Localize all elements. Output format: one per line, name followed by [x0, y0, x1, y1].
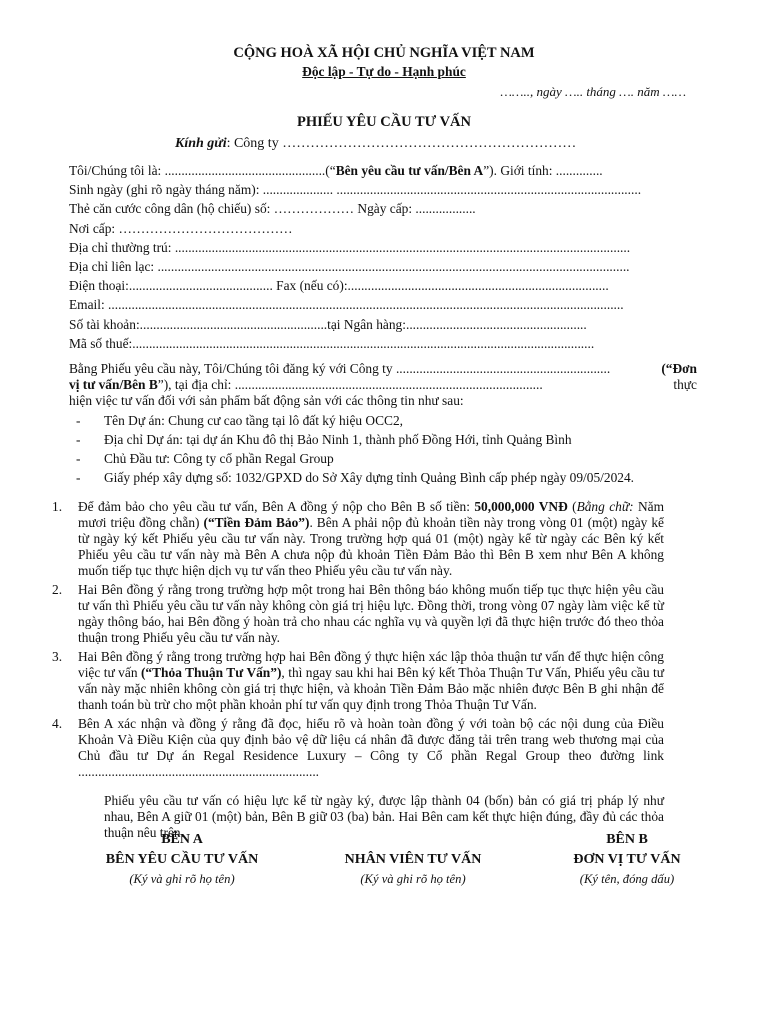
intro-paragraph — [69, 361, 697, 409]
field-contact-address[interactable]: Địa chỉ liên lạc: ............................................................................................................................................. — [69, 258, 630, 274]
signature-staff: NHÂN VIÊN TƯ VẤN (Ký và ghi rõ họ tên) — [344, 852, 482, 886]
addressee-label: Kính gửi — [175, 136, 227, 151]
clauses-list — [52, 499, 664, 783]
personal-info-fields — [69, 163, 669, 355]
addressee-line — [175, 136, 576, 152]
project-info-list — [76, 413, 716, 489]
list-item: - Giấy phép xây dựng số: 1032/GPXD do Sở Xây dựng tỉnh Quảng Bình cấp phép ngày 09/05/2024. — [76, 470, 635, 485]
clause-3: 3. Hai Bên đồng ý rằng trong trường hợp hai Bên đồng ý thực hiện xác lập thỏa thuận tư vấn để thực hiện công việc tư vấn (“Thỏa Thuận Tư Vấn”), thì ngay sau khi hai Bên ký kết Thỏa Thuận Tư Vấn, Phiếu yêu cầu tư vấn này mặc nhiên không còn giá trị thực hiện, và khoản Tiền Đảm Bảo mặc nhiên được Bên B ghi nhận để thanh toán bù trừ cho một phần khoản phí tư vấn quy định trong Thỏa Thuận Tư Vấn. — [52, 649, 664, 712]
clause-2: 2. Hai Bên đồng ý rằng trong trường hợp một trong hai Bên thông báo không muốn tiếp tục thực hiện yêu cầu tư vấn thì Phiếu yêu cầu tư vấn này không còn giá trị hiệu lực. Đồng thời, trong vòng 07 ngày làm việc kể từ ngày thông báo, hai Bên đồng ý hoàn trả cho nhau các nghĩa vụ và quyền lợi đã thực hiện trước đó theo thỏa thuận trong Phiếu yêu cầu tư vấn này. — [52, 582, 664, 645]
signature-party-b: BÊN B ĐƠN VỊ TƯ VẤN (Ký tên, đóng dấu) — [573, 832, 681, 886]
field-name[interactable]: Tôi/Chúng tôi là: ................................................(“Bên yêu cầu tư vấn/Bên A”). Giới tính: .............. — [69, 163, 603, 178]
addressee-value: : Công ty ……………………………………………………… — [226, 136, 577, 151]
list-item: - Địa chỉ Dự án: tại dự án Khu đô thị Bảo Ninh 1, thành phố Đồng Hới, tỉnh Quảng Bình — [76, 432, 572, 447]
field-birthdate[interactable]: Sinh ngày (ghi rõ ngày tháng năm): ..................... ........................................................................................... — [69, 182, 642, 198]
field-phone-fax[interactable]: Điện thoại:........................................... Fax (nếu có):.............................................................................. — [69, 278, 609, 294]
field-id-card[interactable]: Thẻ căn cước công dân (hộ chiếu) số: ……………… Ngày cấp: .................. — [69, 201, 476, 217]
national-title: CỘNG HOÀ XÃ HỘI CHỦ NGHĨA VIỆT NAM — [233, 45, 535, 61]
date-line: …….., ngày ….. tháng …. năm …… — [500, 84, 686, 99]
intro-line-2: vị tư vấn/Bên B”), tại địa chỉ: ............................................................................................ thực — [69, 377, 697, 392]
clause-1: 1. Để đảm bảo cho yêu cầu tư vấn, Bên A đồng ý nộp cho Bên B số tiền: 50,000,000 VNĐ (Bằng chữ: Năm mươi triệu đồng chẵn) (“Tiền Đảm Bảo”). Bên A phải nộp đủ khoản tiền này trong vòng 01 (một) ngày kể từ ngày ký kết Phiếu yêu cầu tư vấn này. Trong trường hợp quá 01 (một) ngày kể từ ngày các Bên ký kết Phiếu yêu cầu tư vấn này mà Bên A chưa nộp đủ khoản Tiền Đảm Bảo thì Bên B xem như Bên A không muốn tiếp tục thực hiện dịch vụ tư vấn theo Phiếu yêu cầu tư vấn này. — [52, 499, 664, 578]
closing-paragraph: Phiếu yêu cầu tư vấn có hiệu lực kể từ ngày ký, được lập thành 04 (bốn) bản có giá trị pháp lý như nhau, Bên A giữ 01 (một) bản, Bên B giữ 03 (ba) bản. Hai Bên cam kết thực hiện đúng, đầy đủ các thỏa thuận nêu trên. — [104, 793, 664, 840]
signature-party-a: BÊN A BÊN YÊU CẦU TƯ VẤN (Ký và ghi rõ họ tên) — [105, 832, 259, 886]
national-motto: Độc lập - Tự do - Hạnh phúc — [302, 64, 466, 79]
field-tax-code[interactable]: Mã số thuế:.......................................................................................................................................... — [69, 335, 595, 351]
field-permanent-address[interactable]: Địa chỉ thường trú: ........................................................................................................................................ — [69, 239, 631, 255]
intro-line-3: hiện việc tư vấn đối với sản phẩm bất động sản với các thông tin như sau: — [69, 393, 464, 408]
intro-line-1: Bằng Phiếu yêu cầu này, Tôi/Chúng tôi đăng ký với Công ty ................................................................ (“Đơn — [69, 361, 697, 376]
list-item: - Tên Dự án: Chung cư cao tầng tại lô đất ký hiệu OCC2, — [76, 413, 404, 428]
field-issue-place[interactable]: Nơi cấp: ………………………………… — [69, 220, 293, 236]
field-bank-account[interactable]: Số tài khoản:........................................................tại Ngân hàng:...................................................... — [69, 316, 587, 332]
list-item: - Chủ Đầu tư: Công ty cổ phần Regal Group — [76, 451, 334, 466]
clause-4: 4. Bên A xác nhận và đồng ý rằng đã đọc, hiểu rõ và hoàn toàn đồng ý với toàn bộ các nội dung của Điều Khoản Và Điều Kiện của quy định bảo vệ dữ liệu cá nhân đã được đăng tải trên trang web thương mại của Chủ đầu tư Dự án Regal Residence Luxury – Công ty Cổ phần Regal Group theo đường link ........................................................................ — [52, 716, 664, 779]
field-email[interactable]: Email: .......................................................................................................................................................... — [69, 297, 624, 313]
form-title: PHIẾU YÊU CẦU TƯ VẤN — [296, 114, 471, 130]
